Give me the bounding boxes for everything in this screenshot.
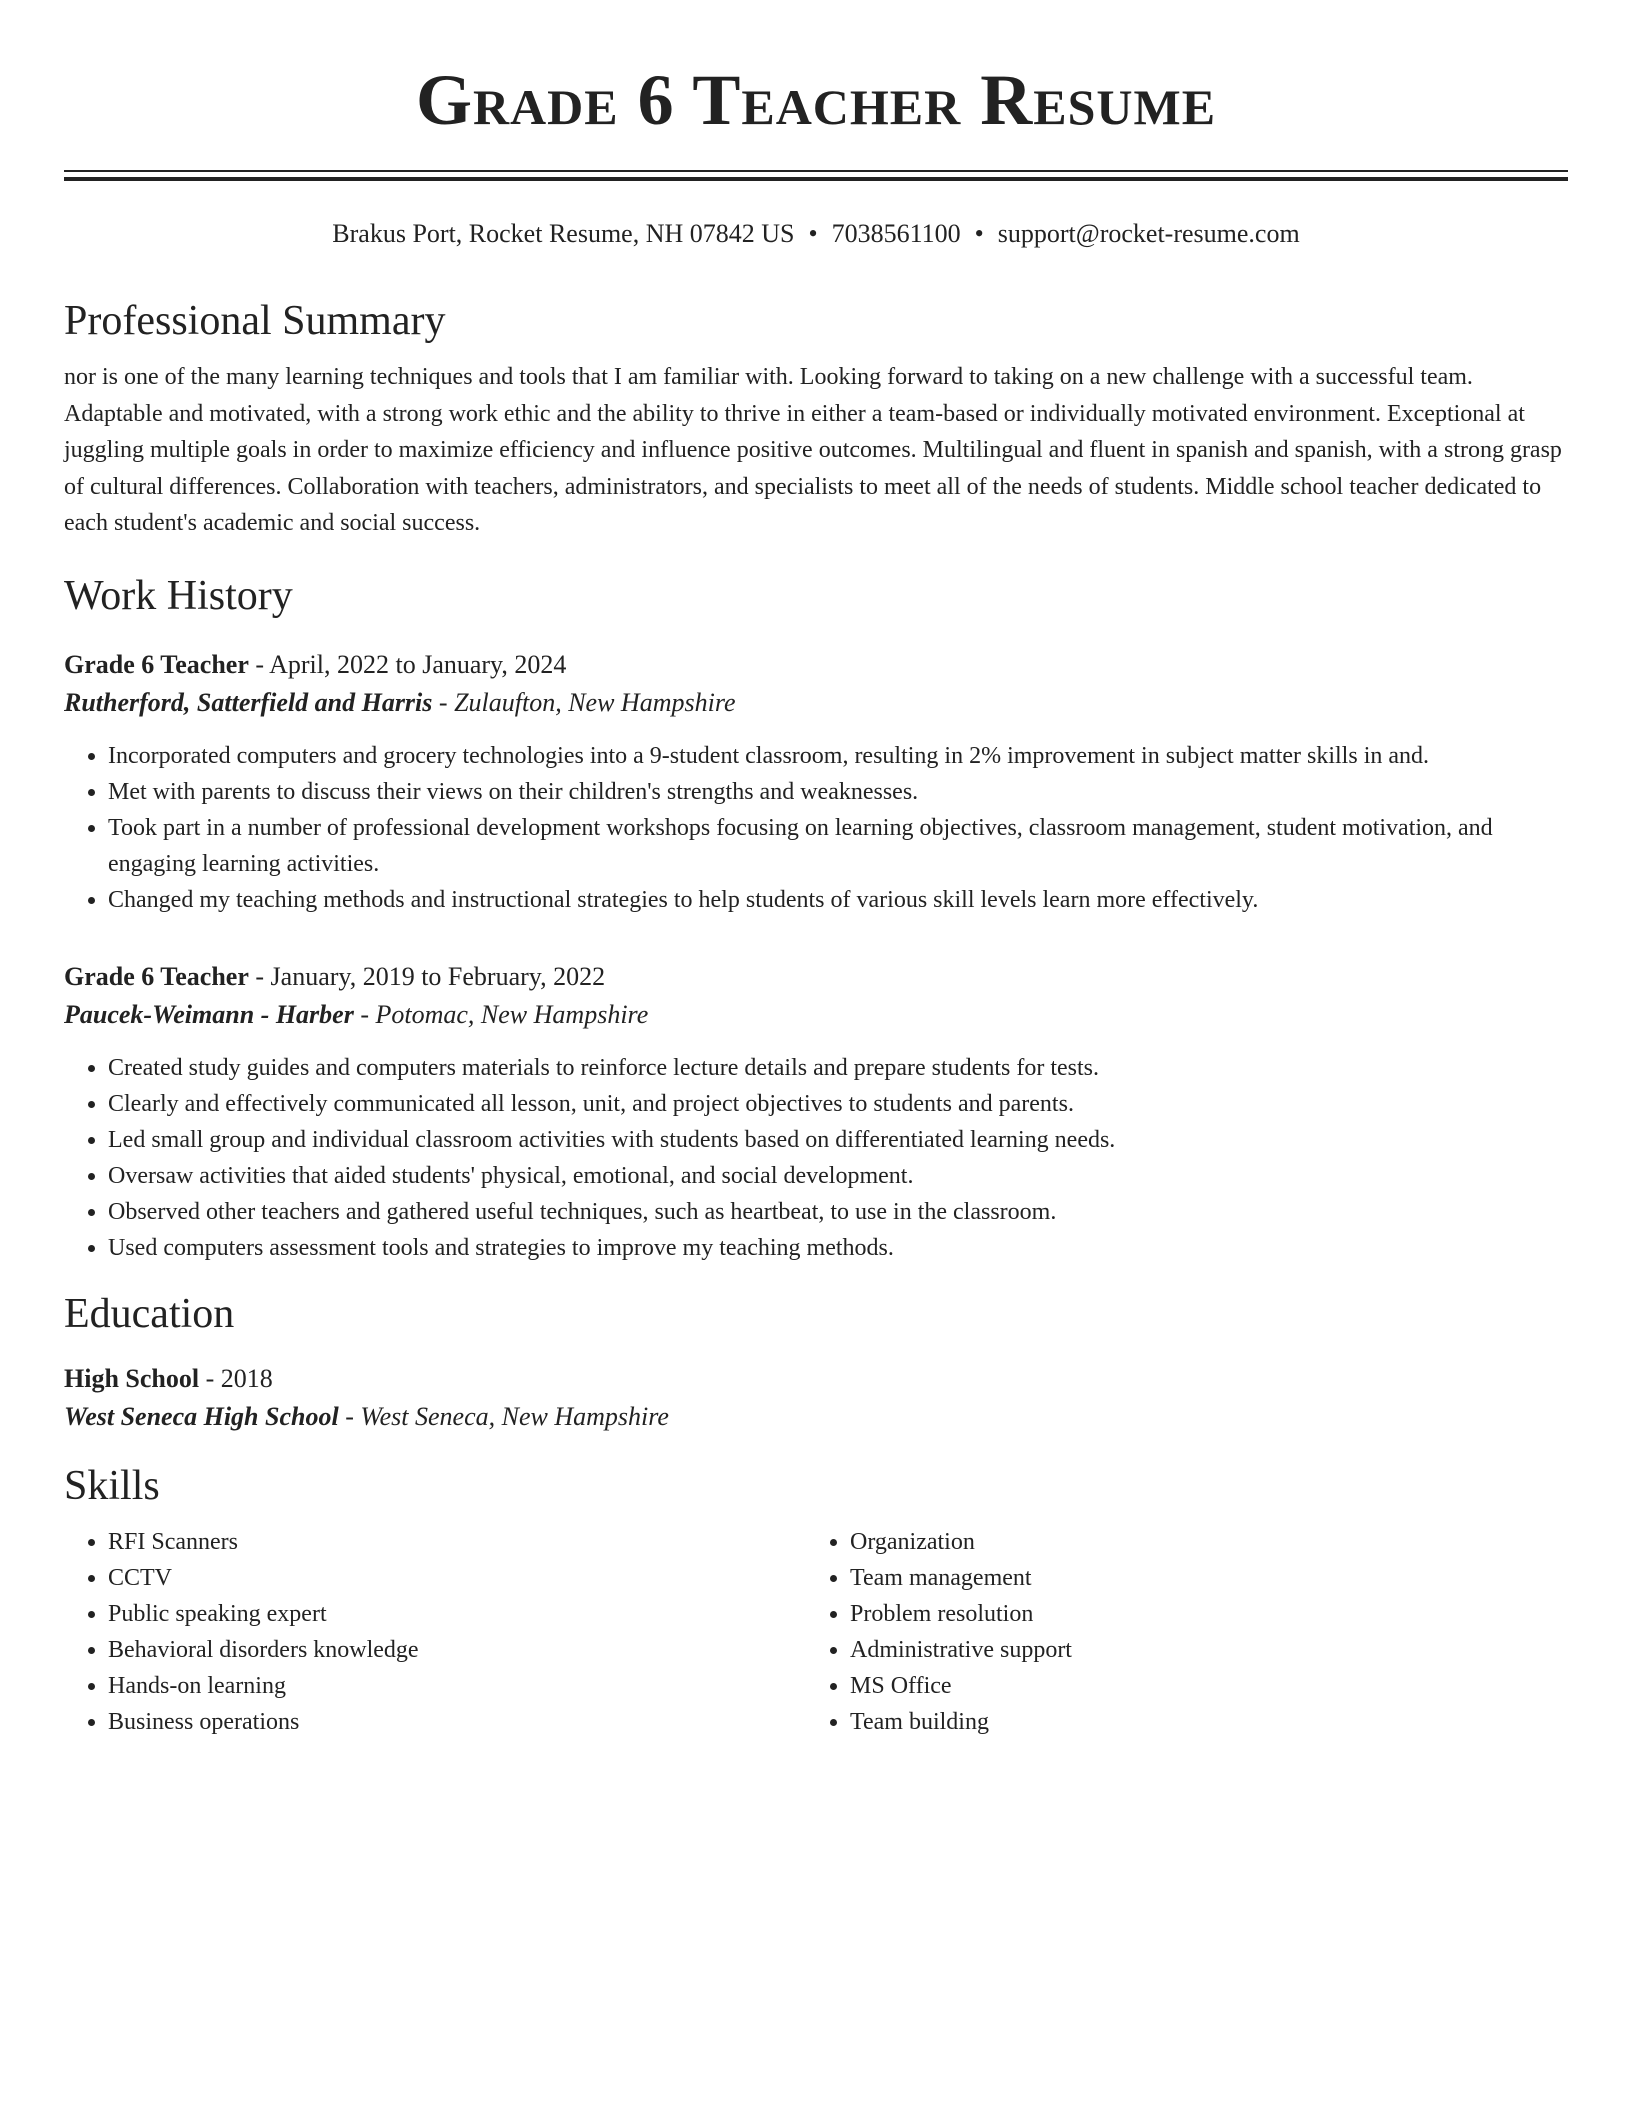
skill-item: • Administrative support [850, 1632, 1566, 1668]
summary-text: nor is one of the many learning techniques and tools that I am familiar with. Looking forward to taking on a new challenge with a successful team. Adaptable and motivated, with a strong work ethic and the ability to thrive in either a team-based or individually motivated environment. Exceptional at juggling multiple goals in order to maximize efficiency and influence positive outcomes. Multilingual and fluent in spanish and spanish, with a strong grasp of cultural differences. Collaboration with teachers, administrators, and specialists to meet all of the needs of students. Middle school teacher dedicated to each student's academic and social success. [64, 364, 1562, 536]
job-bullet: • Changed my teaching methods and instructional strategies to help students of various skill levels learn more effectively. [108, 882, 1568, 918]
skills-list-left [64, 1524, 806, 1740]
job-company: Rutherford, Satterfield and Harris [64, 687, 433, 717]
skills-list-right [806, 1524, 1566, 1740]
skill-item: • Organization [850, 1524, 1566, 1560]
education-school: West Seneca High School [64, 1401, 339, 1431]
job-company: Paucek-Weimann - Harber [64, 999, 354, 1029]
job-location: - Zulaufton, New Hampshire [432, 687, 736, 717]
job-company-line [64, 684, 1568, 722]
skill-item: • Hands-on learning [108, 1668, 806, 1704]
education-year: - 2018 [199, 1363, 273, 1393]
skills-columns [64, 1524, 1568, 1740]
skill-item: • Public speaking expert [108, 1596, 806, 1632]
skills-heading: Skills [64, 1462, 160, 1509]
job-company-line [64, 996, 1568, 1034]
job-location: - Potomac, New Hampshire [353, 999, 649, 1029]
contact-phone: 7038561100 [831, 219, 961, 248]
contact-separator: • [808, 219, 818, 248]
job-bullet: • Took part in a number of professional development workshops focusing on learning objectives, classroom management, student motivation, and engaging learning activities. [108, 810, 1568, 882]
job-entry [64, 958, 1568, 1266]
job-bullet: • Clearly and effectively communicated all lesson, unit, and project objectives to students and parents. [108, 1086, 1568, 1122]
contact-separator: • [974, 219, 984, 248]
education-degree: High School [64, 1363, 200, 1393]
skill-item: • RFI Scanners [108, 1524, 806, 1560]
education-degree-line [64, 1360, 1568, 1398]
education-school-line [64, 1398, 1568, 1436]
resume-title: Grade 6 Teacher Resume [415, 60, 1217, 140]
work-history-heading: Work History [64, 572, 293, 619]
job-bullet: • Led small group and individual classroom activities with students based on differentiated learning needs. [108, 1122, 1568, 1158]
title-double-rule [64, 170, 1568, 181]
skill-item: • Team management [850, 1560, 1566, 1596]
job-title-line [64, 958, 1568, 996]
contact-line [64, 217, 1568, 251]
job-bullet: • Created study guides and computers materials to reinforce lecture details and prepare students for tests. [108, 1050, 1568, 1086]
job-bullet: • Observed other teachers and gathered useful techniques, such as heartbeat, to use in the classroom. [108, 1194, 1568, 1230]
contact-email: support@rocket-resume.com [997, 219, 1300, 248]
job-bullet: • Used computers assessment tools and strategies to improve my teaching methods. [108, 1230, 1568, 1266]
skill-item: • MS Office [850, 1668, 1566, 1704]
skill-item: • Behavioral disorders knowledge [108, 1632, 806, 1668]
education-heading: Education [64, 1290, 235, 1337]
skill-item: • CCTV [108, 1560, 806, 1596]
job-bullet-list [64, 1050, 1568, 1266]
job-role: Grade 6 Teacher [64, 649, 249, 679]
job-bullet: • Oversaw activities that aided students' physical, emotional, and social development. [108, 1158, 1568, 1194]
education-location: - West Seneca, New Hampshire [338, 1401, 669, 1431]
job-dates: - April, 2022 to January, 2024 [248, 649, 567, 679]
job-bullet: • Incorporated computers and grocery technologies into a 9-student classroom, resulting in 2% improvement in subject matter skills in and. [108, 738, 1568, 774]
education-entry [64, 1360, 1568, 1436]
contact-address: Brakus Port, Rocket Resume, NH 07842 US [332, 219, 795, 248]
job-title-line [64, 646, 1568, 684]
summary-heading: Professional Summary [64, 298, 446, 344]
job-dates: - January, 2019 to February, 2022 [248, 961, 606, 991]
job-role: Grade 6 Teacher [64, 961, 249, 991]
skill-item: • Team building [850, 1704, 1566, 1740]
skill-item: • Problem resolution [850, 1596, 1566, 1632]
job-bullet-list [64, 738, 1568, 918]
skill-item: • Business operations [108, 1704, 806, 1740]
job-bullet: • Met with parents to discuss their views on their children's strengths and weaknesses. [108, 774, 1568, 810]
job-entry [64, 646, 1568, 918]
